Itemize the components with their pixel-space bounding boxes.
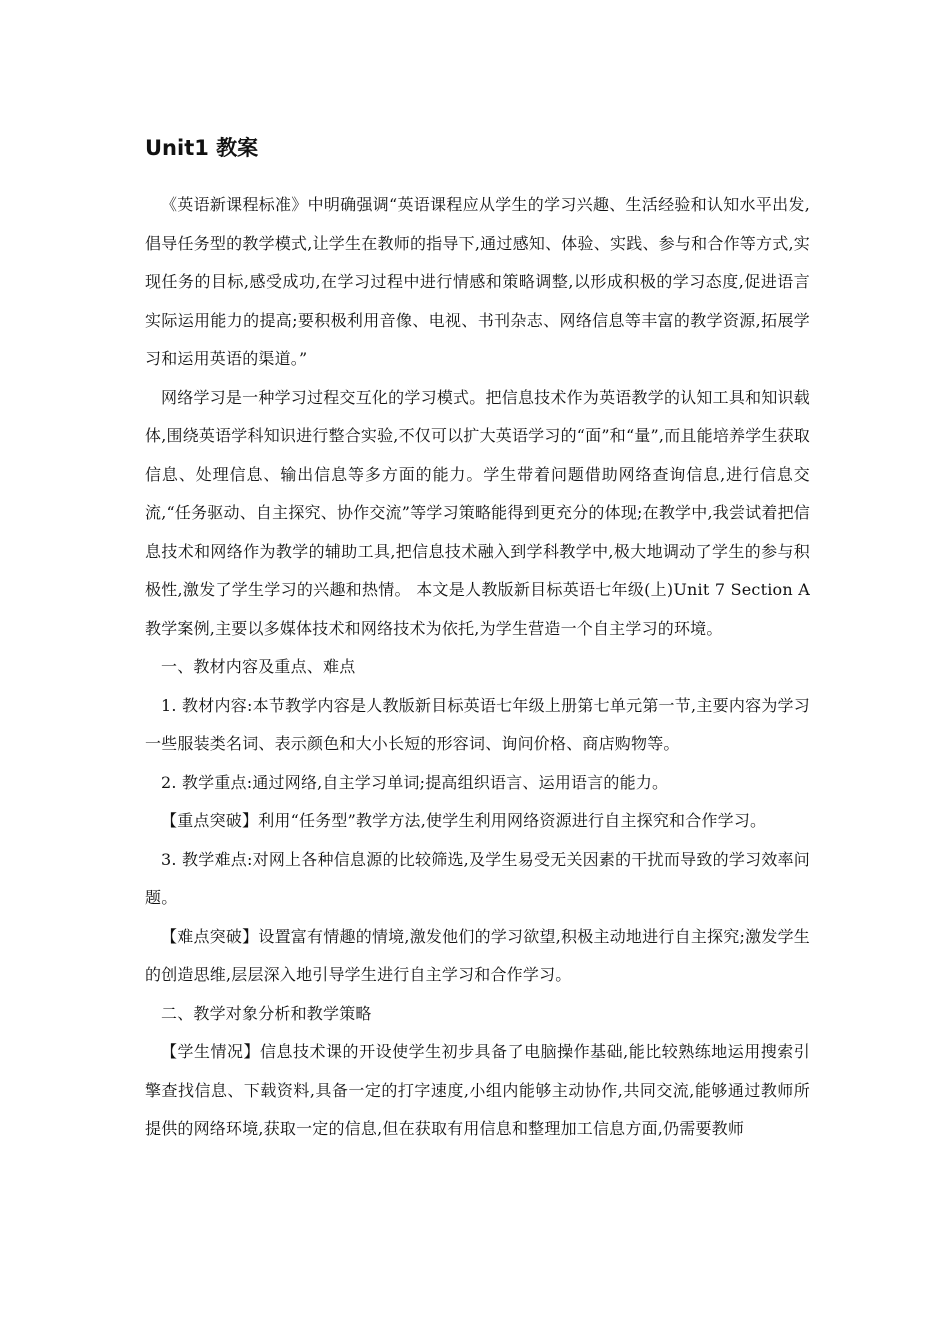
document-body [145, 130, 810, 1149]
section-heading-materials: 一、教材内容及重点、难点 [161, 657, 356, 676]
paragraph-difficulties: 3. 教学难点:对网上各种信息源的比较筛选,及学生易受无关因素的干扰而导致的学习效率问题。 [145, 849, 810, 907]
paragraph-key-breakthrough: 【重点突破】利用“任务型”教学方法,使学生利用网络资源进行自主探究和合作学习。 [161, 811, 767, 830]
paragraph-key-points: 2. 教学重点:通过网络,自主学习单词;提高组织语言、运用语言的能力。 [161, 772, 669, 792]
paragraph-material-content: 1. 教材内容:本节教学内容是人教版新目标英语七年级上册第七单元第一节,主要内容为学习一些服装类名词、表示颜色和大小长短的形容词、询问价格、商店购物等。 [145, 695, 810, 753]
paragraph-curriculum-standard: 《英语新课程标准》中明确强调“英语课程应从学生的学习兴趣、生活经验和认知水平出发,倡导任务型的教学模式,让学生在教师的指导下,通过感知、体验、实践、参与和合作等方式,实现任务的目标,感受成功,在学习过程中进行情感和策略调整,以形成积极的学习态度,促进语言实际运用能力的提高;要积极利用音像、电视、书刊杂志、网络信息等丰富的教学资源,拓展学习和运用英语的渠道。” [145, 195, 810, 368]
paragraph-student-situation: 【学生情况】信息技术课的开设使学生初步具备了电脑操作基础,能比较熟练地运用搜索引擎查找信息、下载资料,具备一定的打字速度,小组内能够主动协作,共同交流,能够通过教师所提供的网络环境,获取一定的信息,但在获取有用信息和整理加工信息方面,仍需要教师 [145, 1042, 810, 1138]
paragraph-difficulty-breakthrough: 【难点突破】设置富有情趣的情境,激发他们的学习欲望,积极主动地进行自主探究;激发学生的创造思维,层层深入地引导学生进行自主学习和合作学习。 [145, 926, 810, 984]
section-heading-analysis: 二、教学对象分析和教学策略 [161, 1003, 372, 1023]
paragraph-network-learning: 网络学习是一种学习过程交互化的学习模式。把信息技术作为英语教学的认知工具和知识载体,围绕英语学科知识进行整合实验,不仅可以扩大英语学习的“面”和“量”,而且能培养学生获取信息、处理信息、输出信息等多方面的能力。学生带着问题借助网络查询信息,进行信息交流,“任务驱动、自主探究、协作交流”等学习策略能得到更充分的体现;在教学中,我尝试着把信息技术和网络作为教学的辅助工具,把信息技术融入到学科教学中,极大地调动了学生的参与积极性,激发了学生学习的兴趣和热情。 本文是人教版新目标英语七年级(上)Unit 7 Section A 教学案例,主要以多媒体技术和网络技术为依托,为学生营造一个自主学习的环境。 [145, 387, 810, 638]
document-title: Unit1 教案 [145, 136, 259, 160]
